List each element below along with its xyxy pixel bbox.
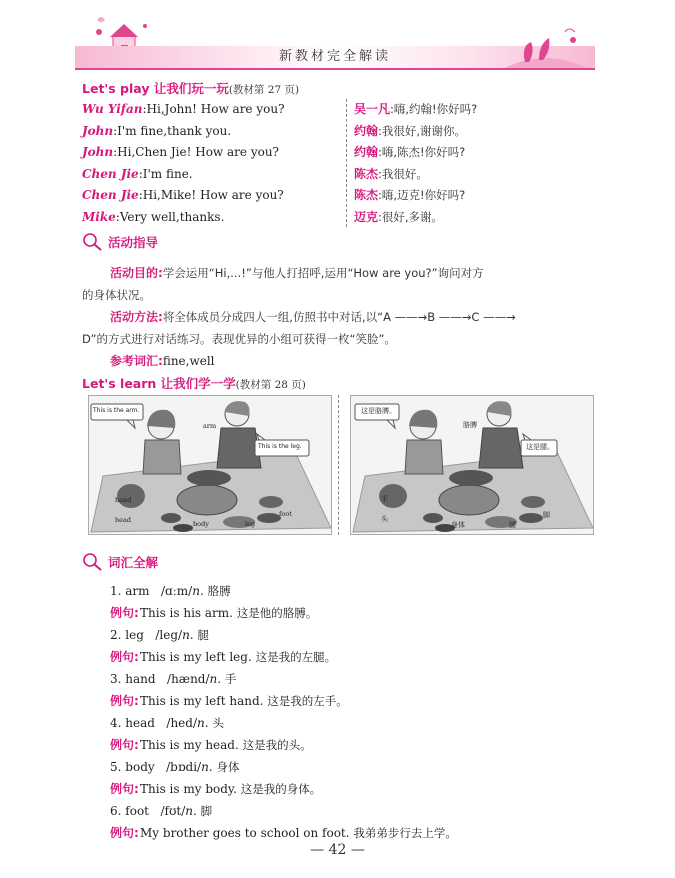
activity-goal: 活动目的:学会运用“Hi,...!”与他人打招呼,运用“How are you?”询问对方 的身体状况。	[82, 266, 484, 302]
activity-vocab: 参考词汇:fine,well	[110, 354, 215, 368]
dialogue-line-zh: 约翰:我很好,谢谢你。	[354, 123, 467, 138]
dialogue-line-zh: 吴一凡:嗨,约翰!你好吗?	[354, 102, 478, 116]
vocab-example: 例句: This is his arm. 这是他的胳膊。	[110, 606, 318, 620]
header-title: 新教材完全解读	[278, 49, 391, 64]
label-body-zh: 身体	[451, 521, 465, 529]
learn-section-title: Let's learn 让我们学一学(教材第 28 页)	[82, 376, 306, 391]
plant-decoration-icon	[495, 26, 595, 70]
dialogue-line-zh: 约翰:嗨,陈杰!你好吗?	[354, 145, 466, 159]
picture-divider	[338, 395, 339, 535]
vocab-entry: 4. head /hed/n. 头	[110, 716, 224, 730]
vocab-entry: 1. arm /ɑːm/n. 胳膊	[110, 584, 231, 598]
magnifier-icon	[82, 552, 104, 572]
label-foot-zh: 脚	[543, 511, 550, 519]
label-hand-zh: 手	[381, 495, 388, 503]
vocab-entry: 2. leg /leg/n. 腿	[110, 628, 209, 642]
bubble-text-leg-zh: 这是腿。	[526, 443, 554, 451]
vocab-example: 例句: This is my left hand. 这是我的左手。	[110, 694, 348, 708]
dialogue-line-zh: 陈杰:嗨,迈克!你好吗?	[354, 188, 466, 202]
dialogue-line-en: Chen Jie:Hi,Mike! How are you?	[82, 188, 284, 202]
dialogue-line-en: John:Hi,Chen Jie! How are you?	[82, 145, 279, 159]
vocab-example: 例句: This is my left leg. 这是我的左腿。	[110, 650, 337, 664]
vocab-example: 例句: My brother goes to school on foot. 我弟弟步行去上学。	[110, 826, 457, 840]
dialogue-line-en: John:I'm fine,thank you.	[82, 123, 232, 138]
vocab-example: 例句: This is my head. 这是我的头。	[110, 738, 312, 752]
vocab-entry: 3. hand /hænd/n. 手	[110, 672, 237, 686]
bubble-text-leg-en: This is the leg.	[258, 443, 302, 450]
dialogue-line-zh: 迈克:很好,多谢。	[354, 209, 444, 224]
page-number: — 42 —	[310, 842, 365, 858]
illustration-chinese	[350, 395, 594, 535]
label-arm: arm	[203, 422, 217, 430]
learn-section-ref: (教材第 28 页)	[235, 379, 306, 391]
magnifier-icon	[82, 232, 104, 252]
label-arm-zh: 胳膊	[463, 421, 477, 429]
dialogue-line-en: Chen Jie:I'm fine.	[82, 166, 193, 181]
label-leg: leg	[245, 520, 256, 528]
bubble-text-arm-zh: 这是胳膊。	[361, 407, 396, 415]
bubble-text-arm-en: This is the arm.	[93, 407, 140, 414]
vocab-section-heading: 词汇全解	[82, 552, 158, 572]
play-section-title: Let's play 让我们玩一玩(教材第 27 页)	[82, 81, 300, 96]
dialogue-line-en: Wu Yifan:Hi,John! How are you?	[82, 102, 285, 116]
page-header	[75, 12, 595, 72]
vocab-list	[110, 580, 457, 844]
label-hand: hand	[115, 496, 132, 504]
label-body: body	[193, 520, 209, 528]
dialogue-divider	[346, 99, 347, 227]
activity-guide-heading: 活动指导	[82, 232, 158, 252]
vocab-entry: 6. foot /fʊt/n. 脚	[110, 804, 213, 818]
kids-body-puzzle-illustration	[89, 396, 332, 535]
activity-method: 活动方法:将全体成员分成四人一组,仿照书中对话,以“A ——→B ——→C ——→ D”的方式进行对话练习。表现优异的小组可获得一枚“笑脸”。	[82, 310, 516, 346]
illustration-english	[88, 395, 332, 535]
label-foot: foot	[279, 510, 292, 518]
vocab-entry: 5. body /bɒdi/n. 身体	[110, 760, 240, 774]
label-head-zh: 头	[381, 515, 388, 523]
label-leg-zh: 腿	[509, 521, 516, 529]
play-section-ref: (教材第 27 页)	[228, 84, 300, 96]
dialogue-line-zh: 陈杰:我很好。	[354, 166, 428, 181]
dialogue-line-en: Mike:Very well,thanks.	[82, 209, 225, 224]
vocab-example: 例句: This is my body. 这是我的身体。	[110, 782, 322, 796]
label-head: head	[115, 516, 132, 524]
